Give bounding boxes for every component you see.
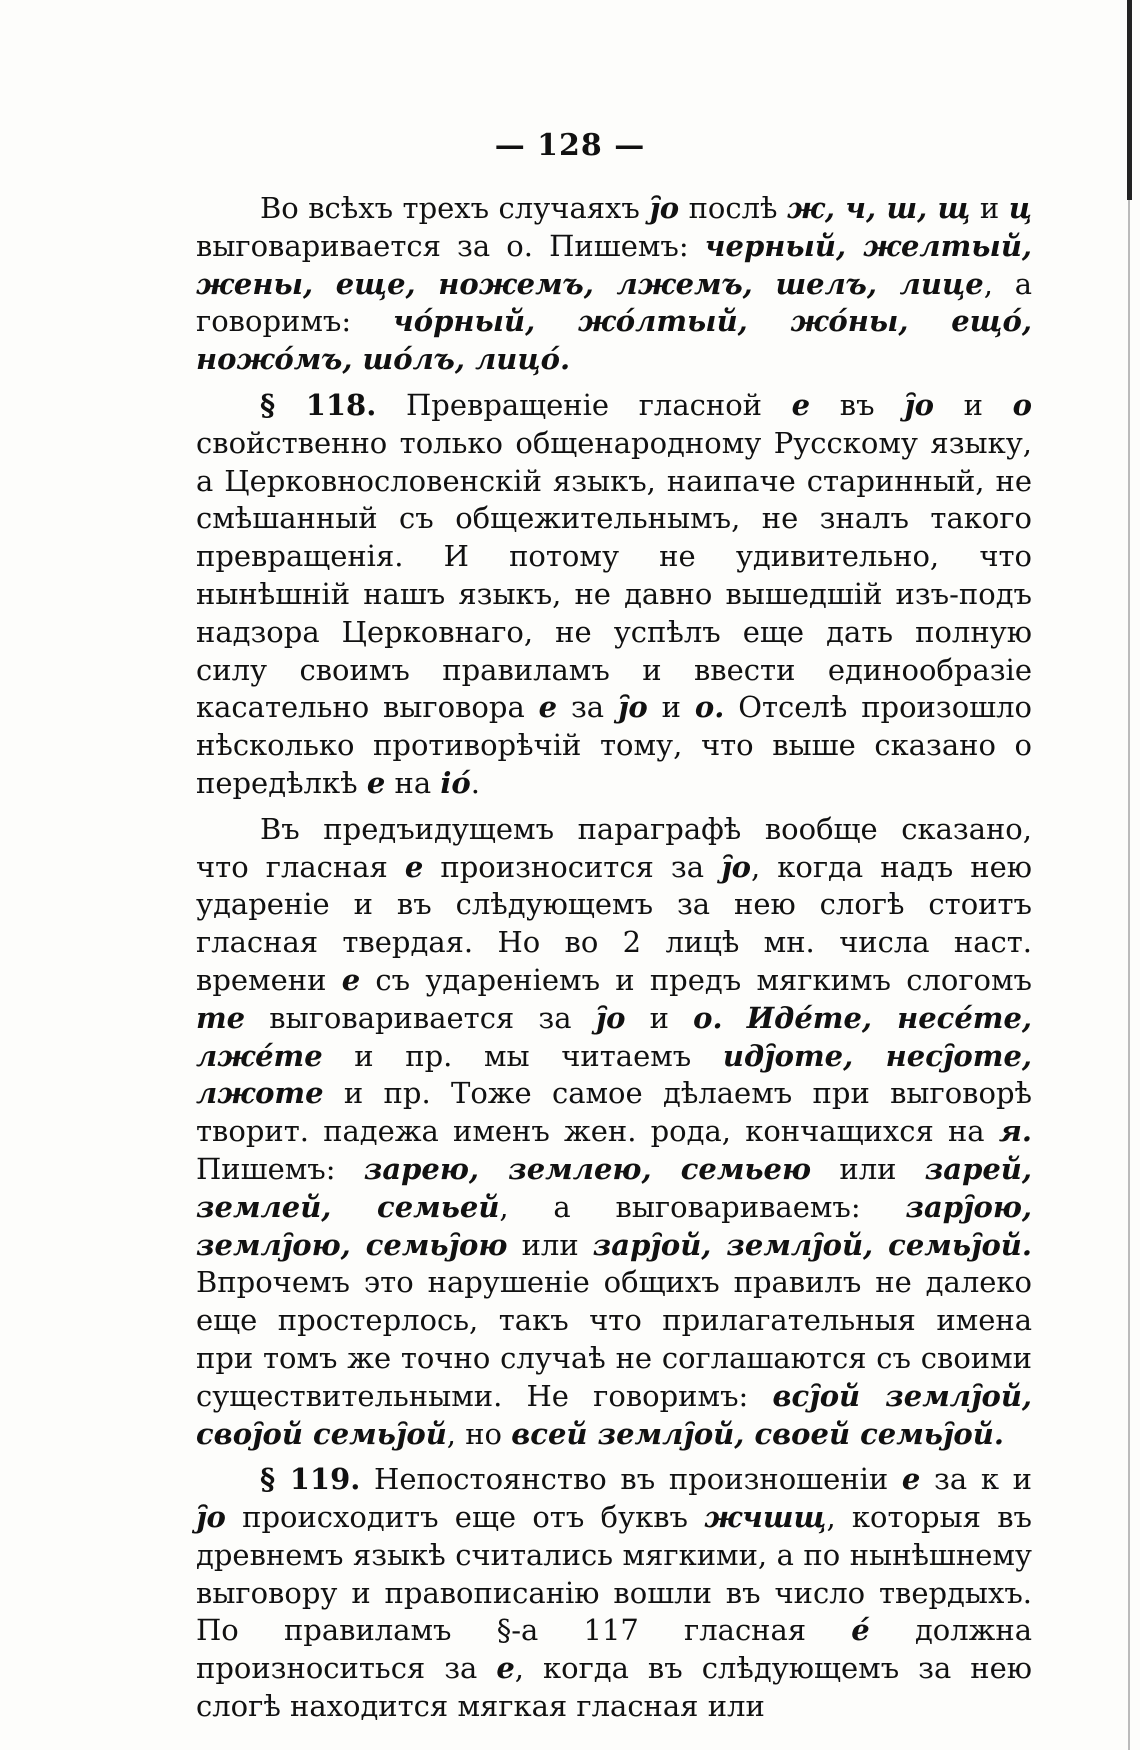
italic-term: о [1012,387,1032,422]
italic-term: е [366,765,386,800]
text-run: или [507,1227,593,1262]
text-run: Пишемъ: [196,1151,364,1186]
italic-term: зарј̑ой, землј̑ой, семьј̑ой. [592,1227,1032,1262]
text-run: съ удареніемъ и предъ мягкимъ слогомъ [360,962,1032,997]
paragraph [196,1461,1032,1726]
italic-term: іо́ [440,765,471,800]
paragraph [196,190,1032,379]
text-run: выговаривается за о. Пишемъ: [196,228,705,263]
text-run: и [647,690,695,725]
italic-term: ц [1008,191,1032,225]
text-run: Впрочемъ это нарушеніе общихъ правилъ не далеко еще простерлось, такъ что прилагательныя имена при томъ же точно случаѣ не соглашаются съ своими существительными. Не говоримъ: [196,1265,1032,1413]
text-run: послѣ [679,191,787,225]
italic-term: зарею, землею, семьею [363,1151,812,1186]
text-run: должна произноситься за [196,1613,1032,1686]
text-run: Въ предъидущемъ параграфѣ вообще сказано, что гласная [196,811,1032,884]
italic-term: е [538,690,558,725]
text-run: выговаривается за [245,1000,596,1035]
italic-term: е [496,1651,515,1686]
italic-term: чо́рный, жо́лтый, жо́ны, ещо́, ножо́мъ, шо́лъ, лицо́. [196,304,1032,377]
text-run: и пр. мы читаемъ [322,1038,723,1073]
text-run: , когда надъ нею удареніе и въ слѣдующемъ за нею слогѣ стоитъ гласная твердая. Но во 2 лицѣ мн. числа наст. времени [196,849,1032,997]
text-run: , а говоримъ: [196,266,1032,339]
italic-term: о. [694,690,725,725]
paragraph [196,387,1032,803]
italic-term: зарј̑ою, землј̑ою, семьј̑ою [196,1189,1032,1262]
text-run: Непостоянство въ произношеніи [360,1462,902,1497]
italic-term: е [791,387,811,422]
text-run: за [557,690,618,725]
italic-term: всј̑ой землј̑ой, своj̑ой семьј̑ой [196,1378,1033,1451]
text-run: , а выговариваемъ: [499,1189,906,1224]
text-run [723,1001,747,1035]
text-run: и [970,191,1009,225]
text-run: и пр. Тоже самое дѣлаемъ при выговорѣ творит. падежа именъ жен. рода, кончащихся на [196,1076,1032,1149]
italic-term: Иде́те, несе́те, лже́те [196,1000,1032,1073]
binding-edge-shadow [1128,200,1130,1750]
italic-term: ј̑о [649,191,680,225]
italic-term: ж, ч, ш, щ [787,191,971,225]
text-run: . [470,765,480,800]
italic-term: зарей, землей, семьей [196,1151,1032,1224]
text-run: въ [810,387,905,422]
text-run: происходитъ еще отъ буквъ [225,1500,705,1535]
italic-term: жчшщ [704,1500,827,1535]
italic-term: ј̑о [617,690,648,725]
italic-term: ј̑о [196,1500,226,1535]
italic-term: е [341,962,361,997]
text-run: Во всѣхъ трехъ случаяхъ [260,191,650,225]
binding-edge [1127,0,1132,200]
italic-term: идј̑оте, несј̑оте, лжоте [196,1038,1032,1111]
text-run: , которыя въ древнемъ языкѣ считались мягкими, а по нынѣшнему выговору и правописанію вошли въ число твердыхъ. По правиламъ §-а 117 гласная [196,1500,1032,1648]
text-run: Отселѣ произошло нѣсколько противорѣчій тому, что выше сказано о передѣлкѣ [196,690,1032,800]
section-number: § 119. [260,1462,361,1497]
text-run: Превращеніе гласной [376,387,792,422]
text-run: свойственно только общенародному Русскому языку, а Церковнословенскій языкъ, наипаче старинный, не смѣшанный съ общежительнымъ, не зналъ такого превращенія. И потому не удивительно, что нынѣшній нашъ языкъ, не давно вышедшій изъ-подъ надзора Церковнаго, не успѣлъ еще дать полную силу своимъ правиламъ и ввести единообразіе касательно выговора [196,425,1032,725]
italic-term: всей землј̑ой, своей семьј̑ой. [511,1416,1004,1451]
paragraph [196,811,1032,1454]
text-run: за к и [920,1462,1032,1497]
text-run: , когда въ слѣдующемъ за нею слогѣ находится мягкая гласная или [196,1651,1032,1724]
text-run: на [385,765,441,800]
italic-term: е́ [851,1613,870,1648]
page-number: — 128 — [494,128,646,163]
italic-term: черный, желтый, жены, еще, ножемъ, лжемъ, шелъ, лице [196,228,1032,301]
italic-term: е [404,849,424,884]
italic-term: е [901,1462,921,1497]
text-run: или [811,1151,925,1186]
italic-term: ј̑о [721,849,751,884]
text-run: произносится за [423,849,722,884]
body-text [196,190,1032,1734]
section-number: § 118. [260,387,377,422]
text-run: и [934,387,1013,422]
italic-term: ј̑о [595,1000,626,1035]
italic-term: я. [998,1114,1032,1149]
text-run: , но [446,1416,512,1451]
italic-term: те [196,1000,246,1035]
text-run: и [625,1000,694,1035]
italic-term: о. [693,1000,723,1035]
italic-term: ј̑о [904,387,935,422]
